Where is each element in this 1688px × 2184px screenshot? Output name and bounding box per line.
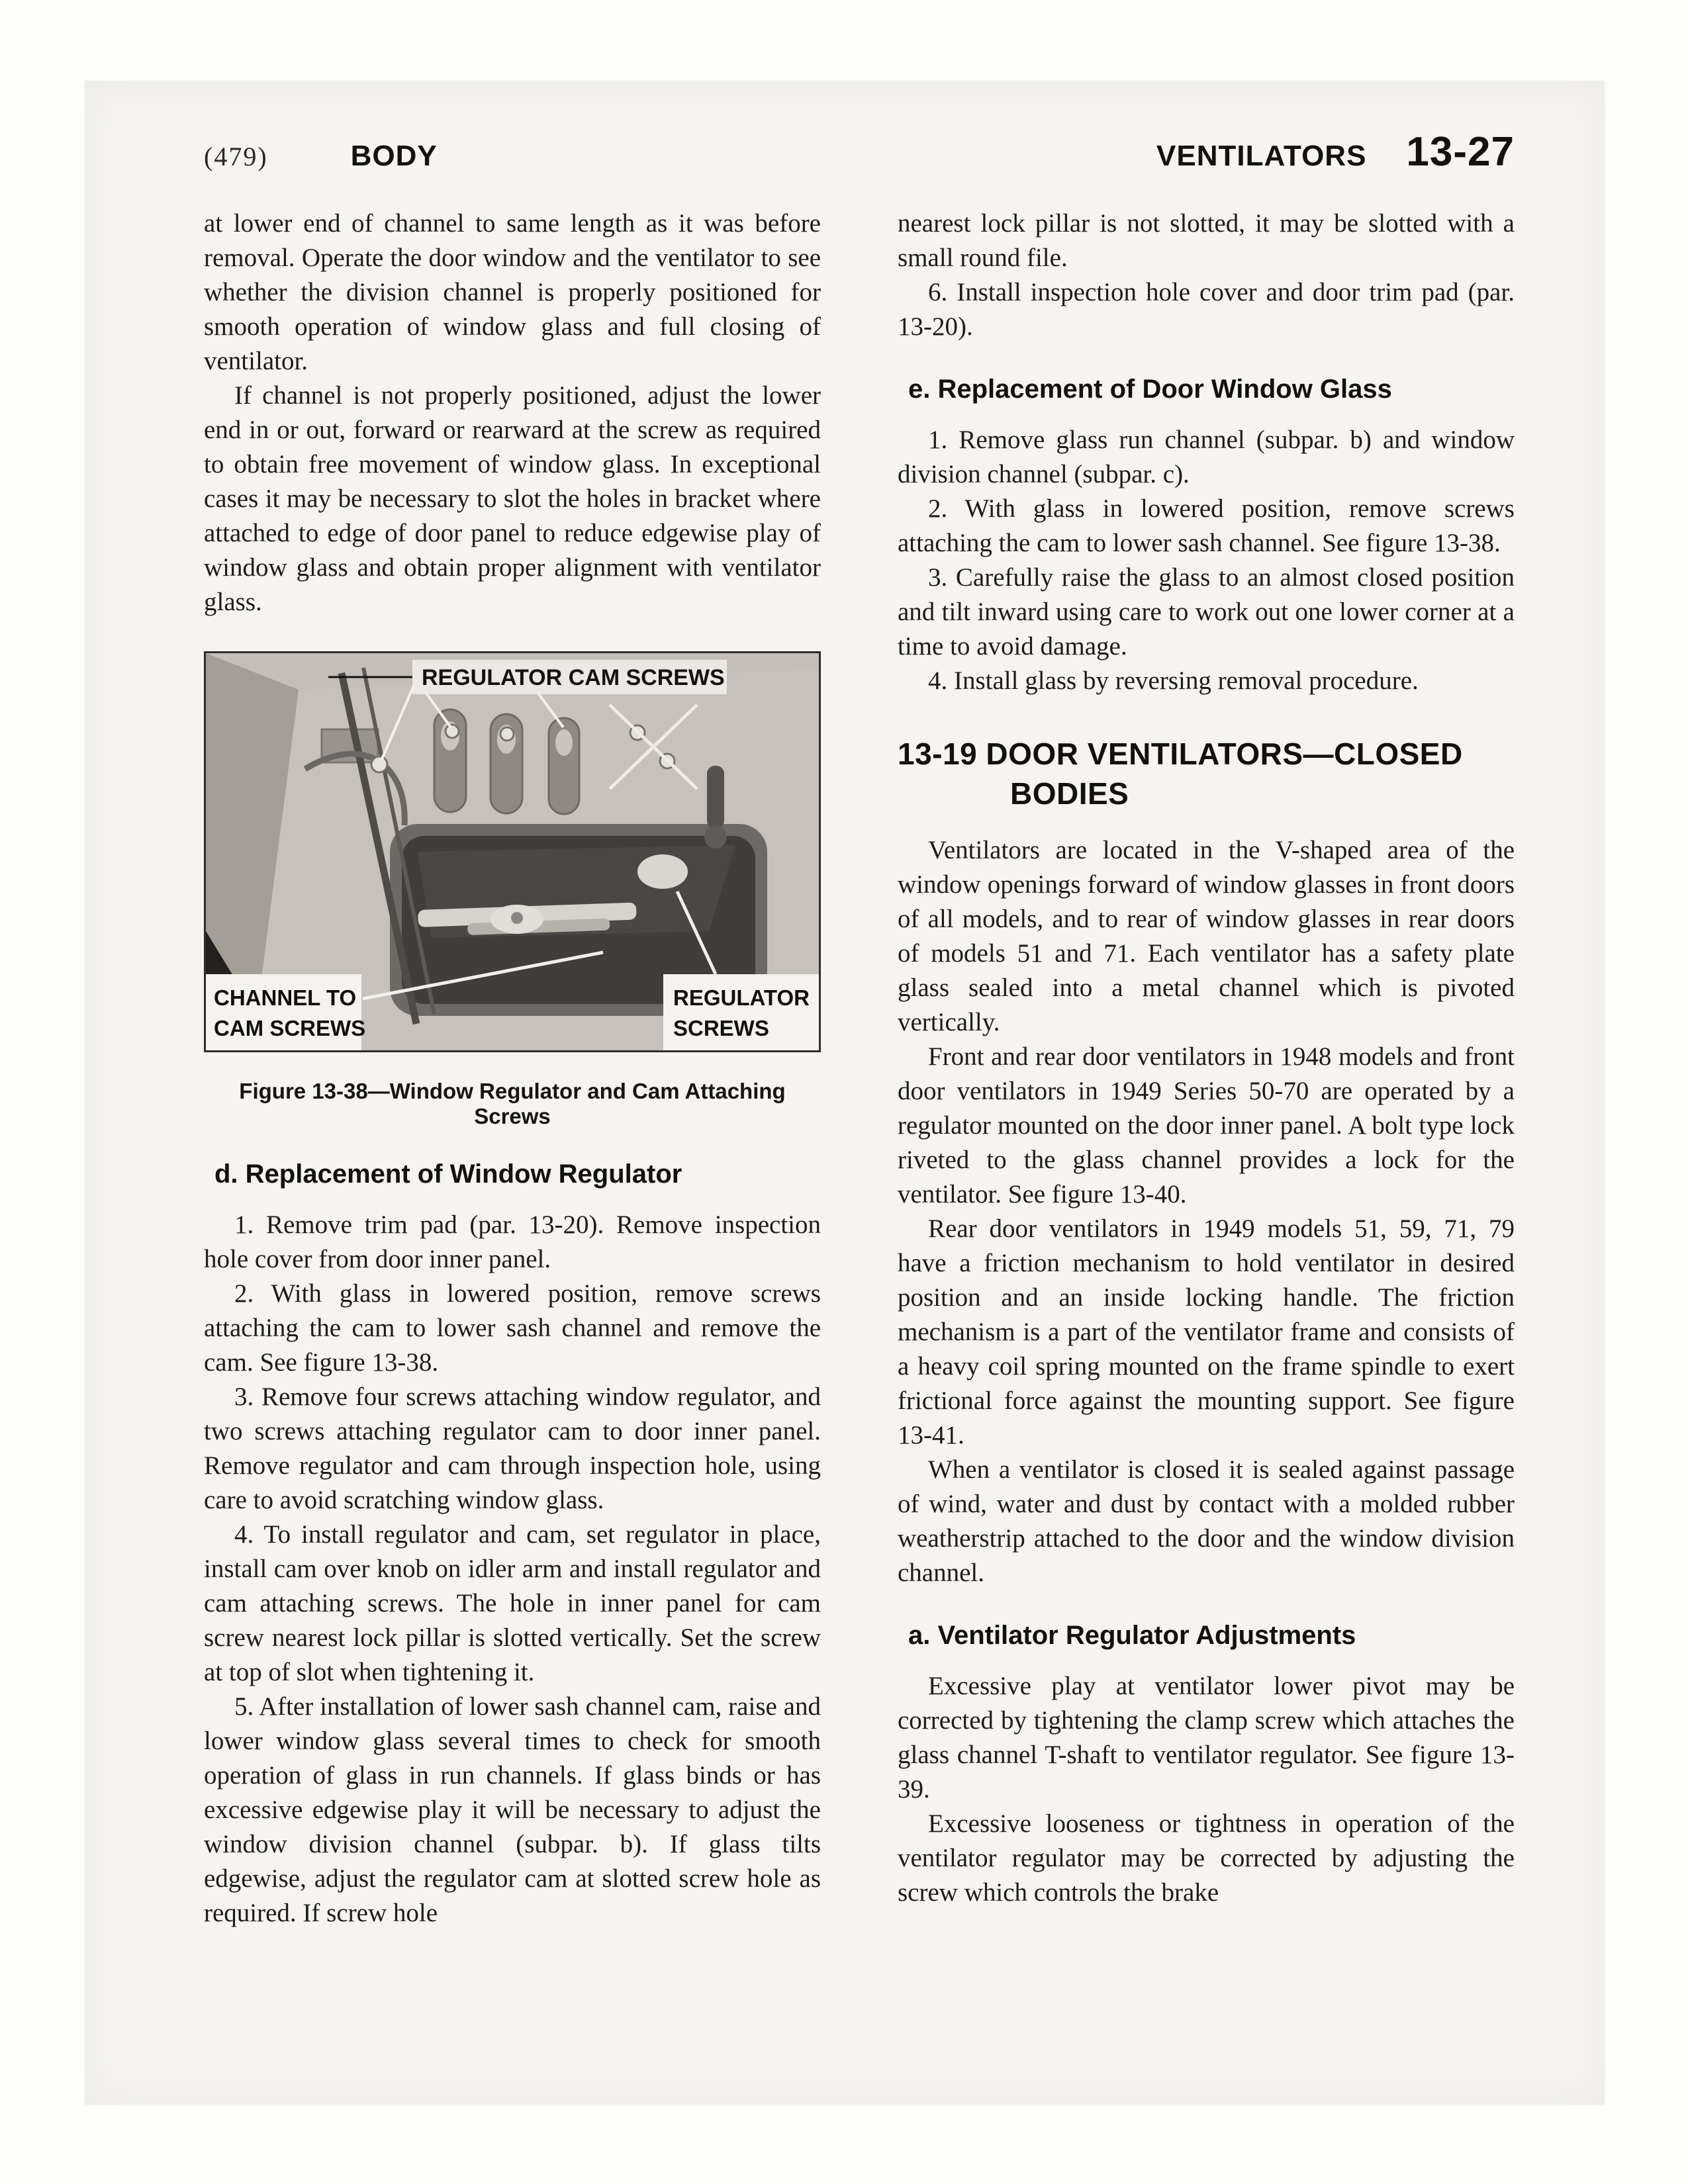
- figure-caption: Figure 13-38—Window Regulator and Cam Attaching Screws: [239, 1079, 786, 1128]
- step: 1. Remove trim pad (par. 13-20). Remove inspection hole cover from door inner panel.: [204, 1210, 821, 1273]
- paragraph: Excessive play at ventilator lower pivot may be corrected by tightening the clamp screw which attaches the glass channel T-shaft to ventilator regulator. See figure 13-39.: [898, 1672, 1515, 1803]
- heading-e-replacement-door-window-glass: e. Replacement of Door Window Glass: [908, 375, 1392, 404]
- left-column: [204, 206, 821, 1931]
- right-column: [898, 206, 1515, 1910]
- figure-label-screws: SCREWS: [673, 1016, 769, 1040]
- step: 4. Install glass by reversing removal procedure.: [928, 666, 1419, 695]
- heading-a-ventilator-regulator-adjustments: a. Ventilator Regulator Adjustments: [908, 1621, 1356, 1650]
- chapter-title: VENTILATORS: [1156, 140, 1367, 172]
- step: 3. Carefully raise the glass to an almost closed position and tilt inward using care to work out one lower corner at a time to avoid damage.: [898, 563, 1515, 660]
- step: 1. Remove glass run channel (subpar. b) and window division channel (subpar. c).: [898, 426, 1515, 488]
- page-number: (479): [204, 142, 268, 171]
- figure-label-channel-to: CHANNEL TO: [214, 985, 357, 1010]
- step: 6. Install inspection hole cover and door trim pad (par. 13-20).: [898, 278, 1515, 341]
- step: 2. With glass in lowered position, remove screws attaching the cam to lower sash channel. See figure 13-38.: [898, 494, 1515, 557]
- paragraph: Excessive looseness or tightness in operation of the ventilator regulator may be corrected by adjusting the screw which controls the brake: [898, 1809, 1515, 1907]
- figure-label-cam-screws: CAM SCREWS: [214, 1016, 366, 1040]
- paragraph: When a ventilator is closed it is sealed against passage of wind, water and dust by contact with a molded rubber weatherstrip attached to the door and the window division channel.: [898, 1455, 1515, 1587]
- step: 5. After installation of lower sash channel cam, raise and lower window glass several times to check for smooth operation of glass in run channels. If glass binds or has excessive edgewise play it will be necessary to adjust the window division channel (subpar. b). If glass tilts edgewise, adjust the regulator cam at slotted screw hole as required. If screw hole: [204, 1692, 821, 1927]
- figure-13-38-photo: [204, 651, 821, 1052]
- heading-d-replacement-window-regulator: d. Replacement of Window Regulator: [214, 1160, 682, 1189]
- section-title: BODY: [350, 140, 438, 172]
- figure-13-38: [204, 651, 821, 1129]
- step: 4. To install regulator and cam, set regulator in place, install cam over knob on idler arm and install regulator and cam attaching screws. The hole in inner panel for cam screw nearest lock pillar is slotted vertically. Set the screw at top of slot when tightening it.: [204, 1520, 821, 1686]
- heading-13-19-line2: BODIES: [1010, 776, 1129, 811]
- step: 3. Remove four screws attaching window regulator, and two screws attaching regulator cam to door inner panel. Remove regulator and cam through inspection hole, using care to avoid scratching window glass.: [204, 1383, 821, 1514]
- paragraph: at lower end of channel to same length as it was before removal. Operate the door window and the ventilator to see whether the division channel is properly positioned for smooth operation of window glass and full closing of ventilator.: [204, 209, 821, 375]
- heading-13-19-line1: 13-19 DOOR VENTILATORS—CLOSED: [898, 737, 1463, 771]
- figure-label-regulator-cam-screws: REGULATOR CAM SCREWS: [422, 665, 725, 690]
- paragraph: Front and rear door ventilators in 1948 models and front door ventilators in 1949 Series 50-70 are operated by a regulator mounted on the door inner panel. A bolt type lock riveted to the glass channel provides a lock for the ventilator. See figure 13-40.: [898, 1042, 1515, 1208]
- manual-page: [85, 81, 1605, 2105]
- figure-label-regulator: REGULATOR: [673, 985, 810, 1010]
- heading-13-19-door-ventilators: [898, 734, 1515, 813]
- paragraph: Ventilators are located in the V-shaped area of the window openings forward of window glasses in front doors of all models, and to rear of window glasses in rear doors of models 51 and 71. Each ventilator has a safety plate glass sealed into a metal channel which is pivoted vertically.: [898, 836, 1515, 1036]
- paragraph: If channel is not properly positioned, adjust the lower end in or out, forward or rearward at the screw as required to obtain free movement of window glass. In exceptional cases it may be necessary to slot the holes in bracket where attached to edge of door panel to reduce edgewise play of window glass and obtain proper alignment with ventilator glass.: [204, 381, 821, 616]
- paragraph: nearest lock pillar is not slotted, it may be slotted with a small round file.: [898, 209, 1515, 272]
- paragraph: Rear door ventilators in 1949 models 51, 59, 71, 79 have a friction mechanism to hold ventilator in desired position and an inside locking handle. The friction mechanism is a part of the ventilator frame and consists of a heavy coil spring mounted on the frame spindle to exert frictional force against the mounting support. See figure 13-41.: [898, 1214, 1515, 1449]
- page-header: [204, 128, 1515, 175]
- step: 2. With glass in lowered position, remove screws attaching the cam to lower sash channel and remove the cam. See figure 13-38.: [204, 1279, 821, 1377]
- page-code: 13-27: [1406, 129, 1515, 175]
